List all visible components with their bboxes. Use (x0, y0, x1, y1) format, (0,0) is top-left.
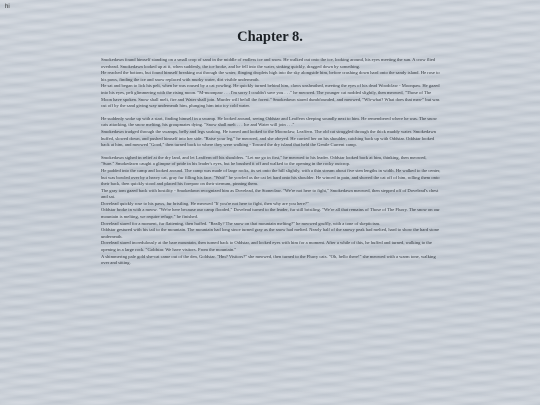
story-paragraph: A shimmering pale gold she-cat came out of the den, Goldstar. "Hm? Visitors?" she meowed, then turned to the Flurry cats. "Oh, hello there!" she meowed with a warm tone, walking over and sitting. (101, 253, 436, 266)
story-paragraph: Dovelead stared for a moment, fur flattening, then huffed. "Really? The snow on that mountain melting?" he meowed gruffly, with a tone of skepticism. (101, 220, 381, 226)
story-paragraph: He sat and began to lick his pelt, when he was roused by a cat yowling. He quickly turned behind him, claws unsheathed, meeting the eyes of his dead Woodclaw - Moonpaw. He gazed into his eyes, pelt glimmering with the rising moon. "M-moonpaw . . . I'm sorry I couldn't save you . . ." he meowed. The younger cat nodded slightly, then meowed, "Those of The Moon have spoken. Snow shall melt, fire and Water shall join. Murder will befall the forest." Smokedawn stared dumbfounded, and meowed, "Wh-what? What does that mea-" but was cut off by the sand giving way underneath him, plunging him into icy cold water. (101, 83, 440, 109)
story-paragraph: Smokedawn sighed in relief at the dry land, and let Leaffern off his shoulders. "Let me go in first," he meowed to his leader. Oddstar looked back at him, thinking, then meowed, "Sure." Smokedawn caught a glimpse of pride in his leader's eyes, but he brushed it off and walked to the opening in the rocky outcrop. (101, 154, 427, 167)
story-paragraph: Smokedawn trudged through the swamps, belly and legs soaking. He turned and looked to the Moonclaw, Leaffern. The old cat struggled through the thick muddy water. Smokedawn huffed, slowed down, and pushed himself into her side. "Raise your leg," he meowed, and she obeyed. He carried her on his shoulder, catching back up with Oddstar. Oddstar looked back at him, and meowed "Good," then turned back to where they were walking - Toward the dry island that held the Gentle Current camp. (101, 128, 436, 148)
story-paragraph: He reached the bottom, but found himself breaking out through the water, flinging droplets high into the sky alongside him, before crashing down hard onto the sandy island. He rose to his paws, finding the ice and snow replaced with murky water, dirt visible underneath. (101, 70, 440, 82)
story-paragraph: Oddstar gestured with his tail to the mountain. The mountain had long since turned gray as the snow had melted. Nearly half of the snowy peak had melted, hard to show the hard stone underneath. (101, 227, 439, 239)
story-paragraph: Oddstar broke in with a meow. "We're here because our camp flooded," Dovelead turned to the leader, fur still bristling. "We're all that remains of Those of The Flurry. The snow on our mountain is melting, we require refuge," he finished. (101, 207, 440, 220)
corner-label[interactable]: hi (5, 4, 10, 10)
story-text (101, 57, 441, 267)
story-paragraph: Dovelead stared incredulously at the bare mountain, then turned back to Oddstar, and locked eyes with him for a moment. After a while of this, he huffed and turned, walking to the opening in a large rock. "Goldstar. We have visitors. From the mountain." (101, 240, 432, 253)
chapter-title: Chapter 8. (237, 29, 303, 45)
story-paragraph: He suddenly woke up with a start, finding himself in a swamp. He looked around, seeing Oddstar and Leaffern sleeping soundly next to him. He remembered where he was. The snow cats attacking, the snow melting, his groupmates dying. "Snow shall melt . . . Ice and Water will join . . ." (101, 115, 437, 128)
story-paragraph: Smokedawn found himself standing on a small crop of sand in the middle of endless ice and snow. He walked out onto the ice, looking around, his eyes meeting the sun. A crow flied overhead. Smokedawn looked up at it, when suddenly, the ice broke, and he fell into the water, sinking quickly, dragged down by something. (101, 57, 436, 69)
story-paragraph: Dovelead quickly rose to his paws, fur bristling. He meowed "If you're not here to fight, then why are you here?" (101, 200, 309, 206)
story-paragraph: The gray tom gazed back with hostility - Smokedawn recognized him as Dovelead, the Stoneclaw. "We're not here to fight," Smokedawn meowed, then stepped off of Dovelead's chest and sat. (101, 187, 439, 200)
story-paragraph: He padded into the camp and looked around. The camp was made of large rocks, its set onto the hill slightly, with a thin stream about five sten lengths in width. He walked to the center, but was bowled over by a heavy cat, gray fur filling his face. "Wait!" he yowled as the cat let hard onto his shoulder. He winced in pain, and shoved the cat off of him, rolling them onto their back, then quickly stood and placed his forepaw on their sternum, pinning them. (101, 167, 441, 187)
